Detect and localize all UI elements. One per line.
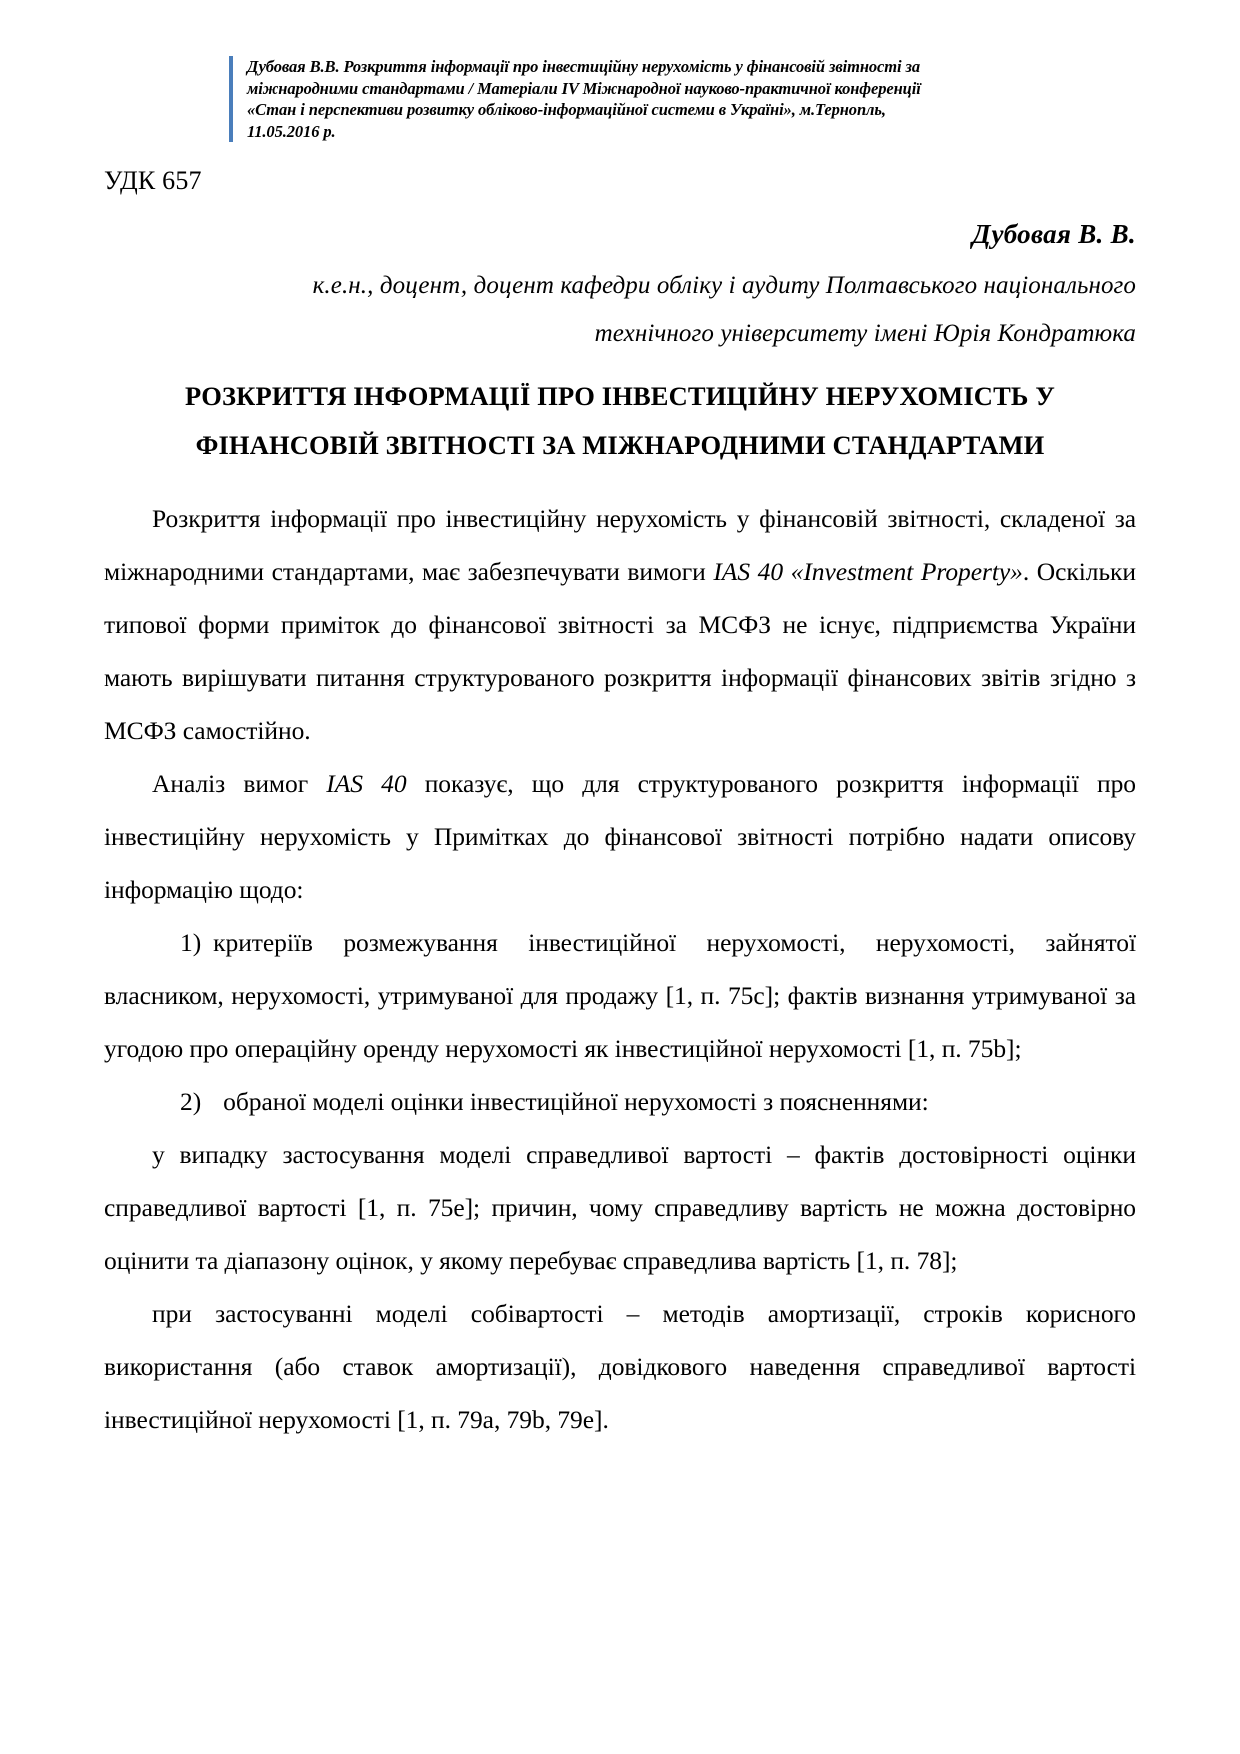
- list-item-1: [104, 916, 1136, 1075]
- citation-line-1: Дубовая В.В. Розкриття інформації про інвестиційну нерухомість у фінансовій звітності за: [247, 57, 921, 76]
- list-item-1-text: критеріїв розмежування інвестиційної нерухомості, нерухомості, зайнятої власником, нерухомості, утримуваної для продажу [1, п. 75с]; фактів визнання утримуваної за угодою про операційну оренду нерухомості як інвестиційної нерухомості [1, п. 75b];: [104, 928, 1136, 1063]
- citation-line-4: 11.05.2016 р.: [247, 121, 336, 141]
- paragraph-2-part-a: Аналіз вимог: [152, 769, 327, 798]
- author-name: Дубовая В. В.: [972, 219, 1136, 249]
- citation-line-3: «Стан і перспективи розвитку обліково-інформаційної системи в Україні», м.Тернопль,: [247, 100, 886, 119]
- author-affiliation-line-1: к.е.н., доцент, доцент кафедри обліку і аудиту Полтавського національного: [312, 272, 1136, 299]
- list-item-2-text: обраної моделі оцінки інвестиційної нерухомості з поясненнями:: [223, 1087, 929, 1116]
- paragraph-3: у випадку застосування моделі справедливої вартості – фактів достовірності оцінки справедливої вартості [1, п. 75е]; причин, чому справедливу вартість не можна достовірно оцінити та діапазону оцінок, у якому перебуває справедлива вартість [1, п. 78];: [104, 1140, 1136, 1275]
- udk-code: УДК 657: [104, 166, 202, 195]
- title-line-2: ФІНАНСОВІЙ ЗВІТНОСТІ ЗА МІЖНАРОДНИМИ СТАНДАРТАМИ: [195, 430, 1045, 460]
- paragraph-4: при застосуванні моделі собівартості – методів амортизації, строків корисного використання (або ставок амортизації), довідкового наведення справедливої вартості інвестиційної нерухомості [1, п. 79а, 79b, 79е].: [104, 1299, 1136, 1434]
- list-item-1-number: 1): [180, 928, 202, 957]
- title-line-1: РОЗКРИТТЯ ІНФОРМАЦІЇ ПРО ІНВЕСТИЦІЙНУ НЕРУХОМІСТЬ У: [185, 381, 1055, 411]
- page-title: [104, 372, 1136, 470]
- paragraph-2-part-b: показує, що для структурованого розкриття інформації про інвестиційну нерухомість у Примітках до фінансової звітності потрібно надати описову інформацію щодо:: [104, 769, 1136, 904]
- author-affiliation-line-2: технічного університету імені Юрія Кондратюка: [594, 320, 1136, 347]
- list-item-2-number: 2): [180, 1087, 202, 1116]
- paragraph-1-part-b: . Оскільки типової форми приміток до фінансової звітності за МСФЗ не існує, підприємства України мають вирішувати питання структурованого розкриття інформації фінансових звітів згідно з МСФЗ самостійно.: [104, 557, 1136, 745]
- paragraph-2: [104, 757, 1136, 916]
- paragraph-1-part-a: Розкриття інформації про інвестиційну нерухомість у фінансовій звітності, складеної за міжнародними стандартами, має забезпечувати вимоги: [104, 504, 1136, 586]
- citation-line-2: міжнародними стандартами / Матеріали IV Міжнародної науково-практичної конференції: [247, 78, 921, 98]
- list-item-2: [104, 1075, 1136, 1128]
- paragraph-1: [104, 492, 1136, 757]
- paragraph-2-italic-ref: IAS 40: [326, 769, 407, 798]
- document-body: [104, 492, 1136, 1446]
- running-header-citation: [229, 56, 1028, 142]
- paragraph-1-italic-ref: IAS 40 «Investment Property»: [713, 557, 1023, 586]
